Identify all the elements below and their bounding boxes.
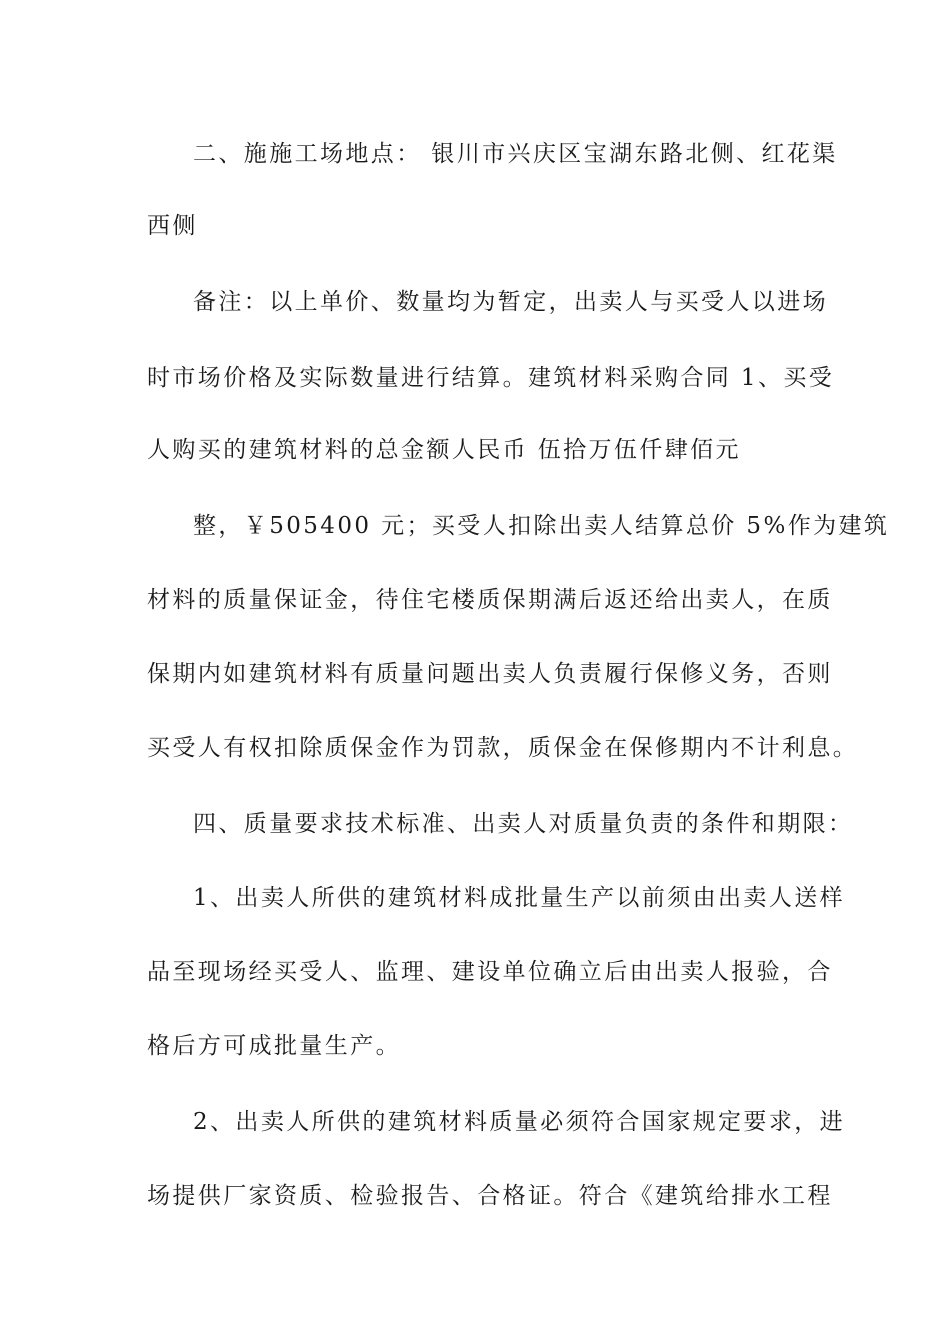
text-line: 四、质量要求技术标准、出卖人对质量负责的条件和期限： (193, 811, 854, 837)
text-line: 人购买的建筑材料的总金额人民币 伍拾万伍仟肆佰元 (147, 437, 741, 463)
text-line: 时市场价格及实际数量进行结算。建筑材料采购合同 1、买受 (147, 365, 835, 391)
text-line: 1、出卖人所供的建筑材料成批量生产以前须由出卖人送样 (193, 885, 846, 911)
text-line: 二、施施工场地点： 银川市兴庆区宝湖东路北侧、红花渠 (193, 141, 838, 167)
text-line: 材料的质量保证金，待住宅楼质保期满后返还给出卖人，在质 (147, 587, 833, 613)
text-line: 保期内如建筑材料有质量问题出卖人负责履行保修义务，否则 (147, 661, 833, 687)
text-line: 买受人有权扣除质保金作为罚款，质保金在保修期内不计利息。 (147, 735, 859, 761)
text-line: 品至现场经买受人、监理、建设单位确立后由出卖人报验，合 (147, 959, 833, 985)
text-line: 格后方可成批量生产。 (147, 1033, 401, 1059)
text-line: 西侧 (147, 213, 198, 239)
text-line: 整，￥505400 元；买受人扣除出卖人结算总价 5%作为建筑 (193, 513, 890, 539)
text-line: 2、出卖人所供的建筑材料质量必须符合国家规定要求，进 (193, 1109, 846, 1135)
text-line: 备注：以上单价、数量均为暂定，出卖人与买受人以进场 (193, 289, 828, 315)
text-line: 场提供厂家资质、检验报告、合格证。符合《建筑给排水工程 (147, 1183, 833, 1209)
